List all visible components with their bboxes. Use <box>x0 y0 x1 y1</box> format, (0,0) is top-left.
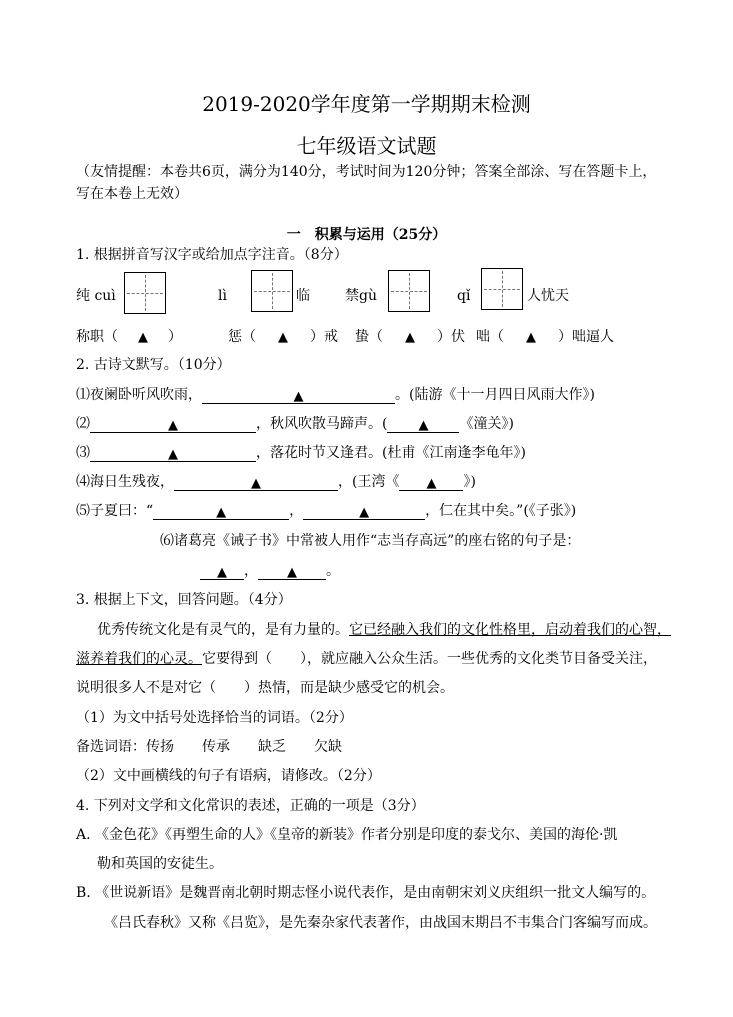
q1-pinyin-4: qǐ <box>457 288 471 304</box>
answer-blank[interactable] <box>153 503 289 520</box>
q2-l4-after: 》) <box>463 474 476 490</box>
answer-blank[interactable] <box>399 474 463 491</box>
triangle-marker: ▲ <box>217 565 227 580</box>
q2-l5-mid: ， <box>289 503 304 519</box>
q3-options <box>76 738 342 756</box>
q1-pinyin-3: 禁gù <box>345 288 377 304</box>
q2-l2-before: ⑵ <box>76 416 90 432</box>
exam-subtitle: 七年级语文试题 <box>296 134 437 158</box>
q2-line-4 <box>76 473 476 491</box>
q1-r2-3-after: ）伏 <box>437 329 465 345</box>
answer-blank[interactable] <box>303 503 425 520</box>
q3-option: 欠缺 <box>314 739 342 755</box>
triangle-marker: ▲ <box>293 389 304 404</box>
q3-passage-line-2 <box>76 650 657 668</box>
q2-l4-mid: ，(王湾《 <box>338 474 400 490</box>
q2-line-1 <box>76 386 595 404</box>
q4-option-a-line-1: A. 《金色花》《再塑生命的人》《皇帝的新装》作者分别是印度的泰戈尔、美国的海伦·凯 <box>76 827 618 843</box>
q1-r2-1-after: ） <box>168 329 182 345</box>
tianzi-box-2 <box>251 270 293 312</box>
triangle-marker: ▲ <box>405 330 415 345</box>
answer-blank[interactable] <box>202 387 395 404</box>
tianzi-box-4 <box>481 268 523 310</box>
q1-r2-4-after: ）咄逼人 <box>558 329 614 345</box>
notice-line-1: （友情提醒：本卷共6页，满分为140分，考试时间为120分钟；答案全部涂、写在答题卡上， <box>76 164 657 180</box>
q2-l2-mid: ，秋风吹散马蹄声。( <box>256 416 388 432</box>
triangle-marker: ▲ <box>287 565 297 580</box>
triangle-marker: ▲ <box>418 418 429 433</box>
tianzi-box-3 <box>388 270 430 312</box>
triangle-marker: ▲ <box>359 505 370 520</box>
q3-options-label: 备选词语： <box>76 739 146 755</box>
triangle-marker: ▲ <box>138 330 148 345</box>
q1-pinyin-2: lì <box>218 288 227 304</box>
q1-r2-1-before: 称职（ <box>76 329 118 345</box>
answer-blank[interactable] <box>90 416 256 433</box>
q2-l5-before: ⑸子夏曰：“ <box>76 503 154 519</box>
triangle-marker: ▲ <box>278 330 288 345</box>
q2-line-7 <box>200 562 340 580</box>
q3-sub-1: （1）为文中括号处选择恰当的词语。（2分） <box>76 710 353 726</box>
answer-blank[interactable] <box>200 563 244 580</box>
triangle-marker: ▲ <box>168 447 178 462</box>
q1-r2-3-before: 蛰（ <box>355 329 383 345</box>
exam-title: 2019-2020学年度第一学期期末检测 <box>202 92 531 116</box>
answer-blank[interactable] <box>174 474 338 491</box>
q4-option-a-line-2: 勒和英国的安徒生。 <box>97 856 223 872</box>
answer-blank[interactable] <box>387 416 459 433</box>
q2-l3-after: ，落花时节又逢君。(杜甫《江南逢李龟年》) <box>256 445 526 461</box>
q4-option-b-line-2: 《吕氏春秋》又称《吕览》，是先秦杂家代表著作，由战国末期吕不韦集合门客编写而成。 <box>104 915 657 931</box>
q1-row2 <box>76 328 182 347</box>
q3-passage-line-3: 说明很多人不是对它（ ）热情，而是缺少感受它的机会。 <box>76 680 454 696</box>
q2-line-5 <box>76 502 576 520</box>
q2-l2-after: 《潼关》) <box>459 416 514 432</box>
q1-r2-2-before: 惩（ <box>228 329 256 345</box>
q2-l1-after: 。(陆游《十一月四日风雨大作》) <box>395 387 595 403</box>
q2-line-3 <box>76 444 526 462</box>
q3-p-l1-a: 优秀传统文化是有灵气的，是有力量的。 <box>97 622 349 638</box>
q2-l1-before: ⑴夜阑卧听风吹雨， <box>76 387 202 403</box>
q1-row2-3 <box>355 328 465 347</box>
q3-option: 缺乏 <box>258 739 286 755</box>
q2-l5-after: ，仁在其中矣。”(《子张》) <box>425 503 577 519</box>
q2-stem: 2. 古诗文默写。（10分） <box>76 357 231 373</box>
triangle-marker: ▲ <box>216 505 227 520</box>
q1-r2-2-after: ）戒 <box>310 329 338 345</box>
answer-blank[interactable] <box>258 563 326 580</box>
section-heading: 一 积累与运用（25分） <box>286 227 447 243</box>
q4-option-b-line-1: B. 《世说新语》是魏晋南北朝时期志怪小说代表作，是由南朝宋刘义庆组织一批文人编写的。 <box>76 885 656 901</box>
q2-line-2 <box>76 415 514 433</box>
q3-underlined-sentence: 滋养着我们的心灵。 <box>76 651 202 667</box>
notice-line-2: 写在本卷上无效） <box>76 186 188 202</box>
q3-stem: 3. 根据上下文，回答问题。（4分） <box>76 592 292 608</box>
q1-r2-4-before: 咄（ <box>476 329 504 345</box>
q1-pinyin-2-after: 临 <box>296 288 310 304</box>
q2-line-6: ⑹诸葛亮《诫子书》中常被人用作“志当存高远”的座右铭的句子是： <box>160 533 581 549</box>
q1-pinyin-1: 纯 cuì <box>76 288 116 304</box>
triangle-marker: ▲ <box>168 418 178 433</box>
q3-passage-line-1 <box>97 621 671 639</box>
tianzi-box-1 <box>124 272 166 314</box>
q1-row2-2 <box>228 328 338 347</box>
q3-sub-2: （2）文中画横线的句子有语病，请修改。（2分） <box>76 768 381 784</box>
q3-option: 传承 <box>202 739 230 755</box>
q2-l7-mid: ， <box>244 563 258 579</box>
triangle-marker: ▲ <box>426 476 437 491</box>
q3-p-l2-b: 它要得到（ ），就应融入公众生活。一些优秀的文化类节目备受关注， <box>202 651 657 667</box>
q4-stem: 4. 下列对文学和文化常识的表述，正确的一项是（3分） <box>76 798 425 814</box>
q2-l3-before: ⑶ <box>76 445 90 461</box>
q1-stem: 1. 根据拼音写汉字或给加点字注音。（8分） <box>76 247 348 263</box>
triangle-marker: ▲ <box>251 476 261 491</box>
answer-blank[interactable] <box>90 445 256 462</box>
q3-option: 传扬 <box>146 739 174 755</box>
q2-l4-before: ⑷海日生残夜， <box>76 474 174 490</box>
q1-pinyin-4-after: 人忧天 <box>527 288 569 304</box>
triangle-marker: ▲ <box>526 330 536 345</box>
q1-row2-4 <box>476 328 614 347</box>
q3-underlined-sentence: 它已经融入我们的文化性格里，启动着我们的心智， <box>349 622 671 638</box>
q2-l7-after: 。 <box>326 563 340 579</box>
